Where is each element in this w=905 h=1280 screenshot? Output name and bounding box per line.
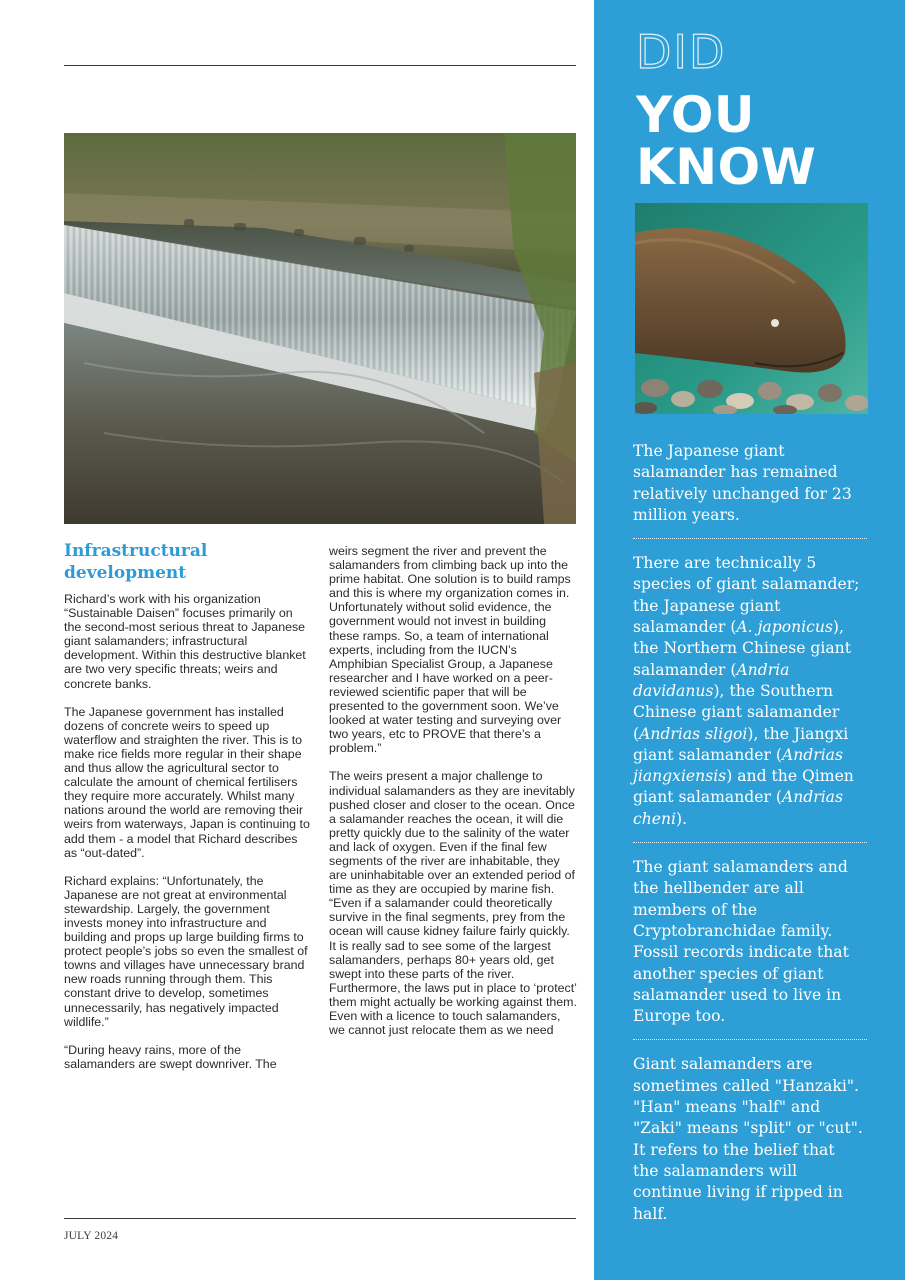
sidebar-title — [636, 25, 817, 196]
facts-list — [633, 441, 865, 1225]
fact-text: ). — [676, 809, 688, 828]
fact-item: The Japanese giant salamander has remained relatively unchanged for 23 million years. — [633, 442, 852, 524]
salamander-photo — [635, 203, 868, 414]
section-heading: Infrastructural development — [64, 541, 208, 583]
top-rule — [64, 65, 576, 66]
paragraph: weirs segment the river and prevent the salamanders from climbing back up into the prime habitat. One solution is to build ramps and this is where my organization comes in. Unfortunately without solid evidence, the government would not invest in building these ramps. So, a team of international experts, including from the IUCN’s Amphibian Specialist Group, a Japanese researcher and I have worked on a peer-reviewed scientific paper that will be presented to the government soon. We’ve looked at water testing and surveying over two years, etc to PROVE that there’s a problem.” — [329, 544, 571, 756]
species-name: Andrias jiangxiensis — [633, 745, 843, 786]
fact-text: ), the Northern Chinese giant salamander ( — [633, 618, 851, 679]
species-name: Andrias cheni — [633, 788, 843, 828]
paragraph: “During heavy rains, more of the salamanders are swept downriver. The — [64, 1042, 277, 1071]
dotted-divider — [633, 538, 867, 539]
article-right-column — [329, 544, 577, 1051]
fact-item — [633, 553, 865, 830]
title-know: KNOW — [636, 138, 817, 196]
paragraph: Richard explains: “Unfortunately, the Japanese are not great at environmental stewardship. Largely, the government invests money into infrastructure and building and props up large building firms to protect people’s jobs so even the smallest of towns and villages have unnecessary brand new roads running through them. This constant drive to develop, sometimes unnecessarily, has negatively impacted wildlife.” — [64, 873, 308, 1029]
fact-text: ), the Jiangxi giant salamander ( — [633, 724, 849, 764]
species-name: A. japonicus — [736, 618, 833, 637]
issue-date: JULY 2024 — [64, 1230, 119, 1242]
fact-text: ), the Southern Chinese giant salamander ( — [633, 681, 840, 743]
paragraph: The weirs present a major challenge to individual salamanders as they are inevitably pushed closer and closer to the ocean. Once a salamander reaches the ocean, it will die pretty quickly due to the salinity of the water and lack of oxygen. Even if the final few segments of the river are inhabitable, they are uninhabitable over an extended period of time as they are occupied by marine fish. “Even if a salamander could theoretically survive in the final segments, prey from the ocean will cause kidney failure fairly quickly. It is really sad to see some of the largest salamanders, perhaps 80+ years old, get swept into these parts of the river. Furthermore, the laws put in place to ‘protect’ them might actually be working against them. Even with a licence to touch salamanders, we cannot just relocate them as we need — [329, 769, 577, 1038]
dotted-divider — [633, 1039, 867, 1040]
title-you: YOU — [636, 86, 756, 144]
dotted-divider — [633, 842, 867, 843]
species-name: Andrias sligoi — [639, 724, 748, 743]
did-you-know-sidebar — [594, 0, 905, 1280]
article-left-column — [64, 540, 310, 1085]
fact-text: ) and the Qimen giant salamander ( — [633, 767, 854, 807]
species-name: Andria davidanus — [633, 660, 790, 700]
fact-item: The giant salamanders and the hellbender are all members of the Cryptobranchidae family. Fossil records indicate that another species of giant salamander used to live in Europe too. — [633, 858, 849, 1026]
fact-text: There are technically 5 species of giant salamander; the Japanese giant salamander ( — [633, 554, 860, 637]
paragraph: Richard’s work with his organization “Sustainable Daisen” focuses primarily on the second-most serious threat to Japanese giant salamanders; infrastructural development. Within this destructive blanket are two very specific threats; weirs and concrete banks. — [64, 592, 306, 691]
paragraph: The Japanese government has installed dozens of concrete weirs to speed up waterflow and straighten the river. This is to make rice fields more regular in their shape and thus allow the agricultural sector to calculate the amount of chemical fertilisers they require more accurately. Whilst many nations around the world are removing their weirs from waterways, Japan is continuing to add them - a model that Richard describes as “out-dated”. — [64, 704, 310, 860]
bottom-rule — [64, 1218, 576, 1219]
weir-photo — [64, 133, 576, 524]
fact-item: Giant salamanders are sometimes called "Hanzaki". "Han" means "half" and "Zaki" means "split" or "cut". It refers to the belief that the salamanders will continue living if ripped in half. — [633, 1055, 863, 1223]
title-did: DID — [636, 25, 727, 79]
